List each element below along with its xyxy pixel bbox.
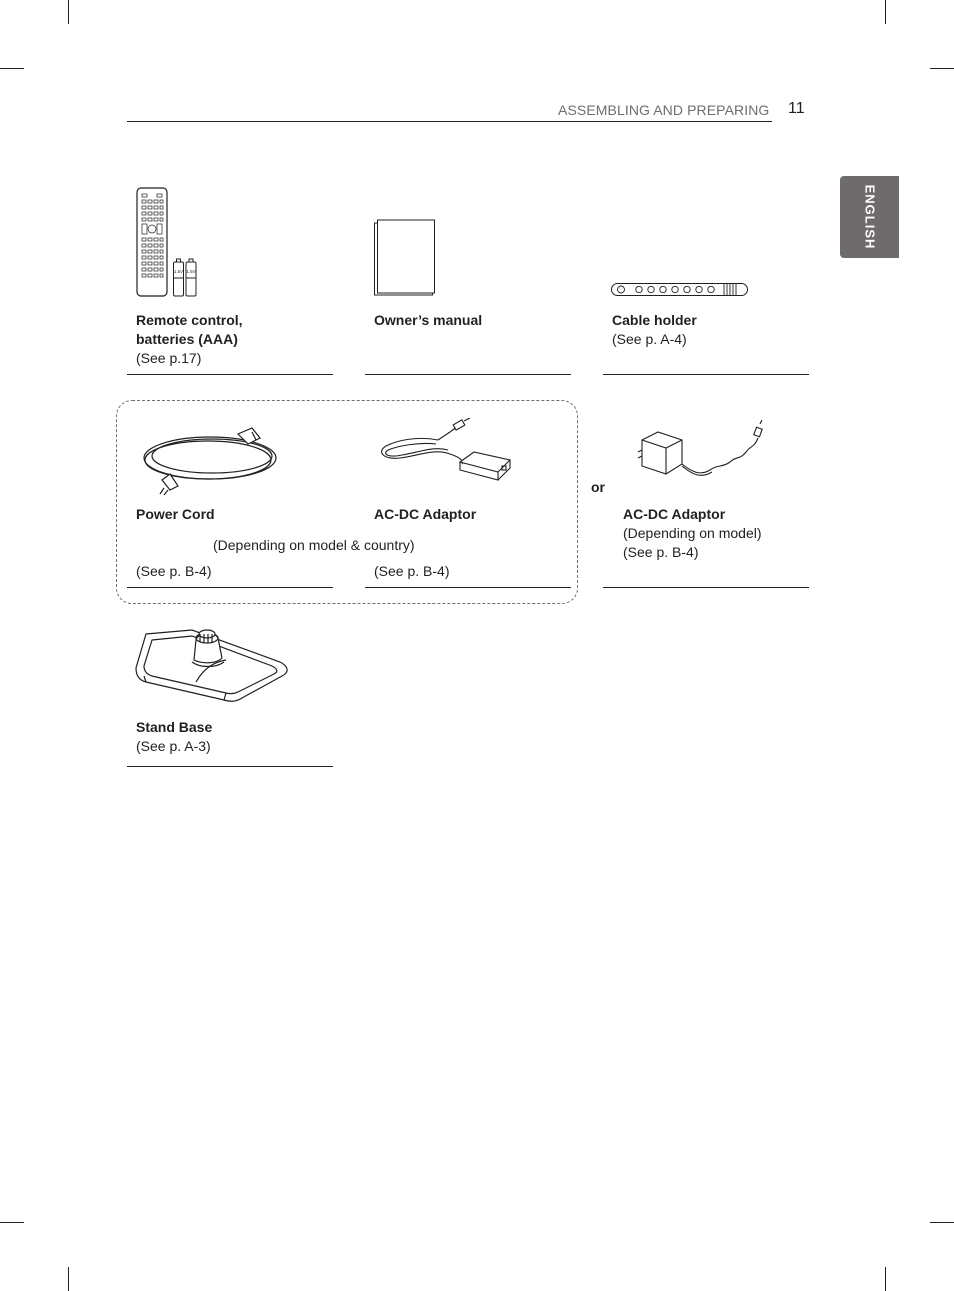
cable-holder-ref: (See p. A-4) xyxy=(612,331,687,347)
adaptor-2-note: (Depending on model) xyxy=(623,525,762,541)
adaptor-2-ref: (See p. B-4) xyxy=(623,544,699,560)
section-title: ASSEMBLING AND PREPARING xyxy=(558,102,770,118)
adaptor-2-name: AC-DC Adaptor xyxy=(623,506,726,522)
language-tab-label: ENGLISH xyxy=(862,184,877,250)
battery-icon xyxy=(172,258,198,298)
header-rule xyxy=(127,121,772,122)
crop-mark xyxy=(930,1222,954,1223)
adaptor-1-ref: (See p. B-4) xyxy=(374,563,450,579)
crop-mark xyxy=(68,0,69,24)
crop-mark xyxy=(0,68,24,69)
crop-mark xyxy=(885,1267,886,1291)
remote-ref: (See p.17) xyxy=(136,350,202,366)
wall-adaptor-icon xyxy=(636,418,768,480)
stand-base-name: Stand Base xyxy=(136,719,213,735)
stand-base-icon xyxy=(134,624,294,706)
page-number: 11 xyxy=(788,100,805,117)
group-note: (Depending on model & country) xyxy=(213,537,415,553)
cable-holder-icon xyxy=(610,281,750,299)
remote-control-icon xyxy=(134,186,170,298)
battery-label: 1.5V xyxy=(186,269,196,274)
power-cord-name: Power Cord xyxy=(136,506,215,522)
stand-base-ref: (See p. A-3) xyxy=(136,738,211,754)
remote-name-line2: batteries (AAA) xyxy=(136,331,238,347)
remote-name-line1: Remote control, xyxy=(136,312,243,328)
manual-icon xyxy=(372,217,438,299)
power-cord-ref: (See p. B-4) xyxy=(136,563,212,579)
item-rule xyxy=(127,587,333,588)
cable-holder-name: Cable holder xyxy=(612,312,697,328)
item-rule xyxy=(127,766,333,767)
ac-dc-adaptor-icon xyxy=(378,418,514,488)
language-tab xyxy=(840,176,899,258)
or-label: or xyxy=(591,479,605,495)
battery-label: 1.5V xyxy=(173,269,184,274)
power-cord-icon xyxy=(140,424,282,496)
item-rule xyxy=(127,374,333,375)
adaptor-1-name: AC-DC Adaptor xyxy=(374,506,477,522)
crop-mark xyxy=(930,68,954,69)
item-rule xyxy=(365,374,571,375)
item-rule xyxy=(603,374,809,375)
crop-mark xyxy=(885,0,886,24)
item-rule xyxy=(603,587,809,588)
item-rule xyxy=(365,587,571,588)
manual-name: Owner’s manual xyxy=(374,312,483,328)
crop-mark xyxy=(68,1267,69,1291)
crop-mark xyxy=(0,1222,24,1223)
